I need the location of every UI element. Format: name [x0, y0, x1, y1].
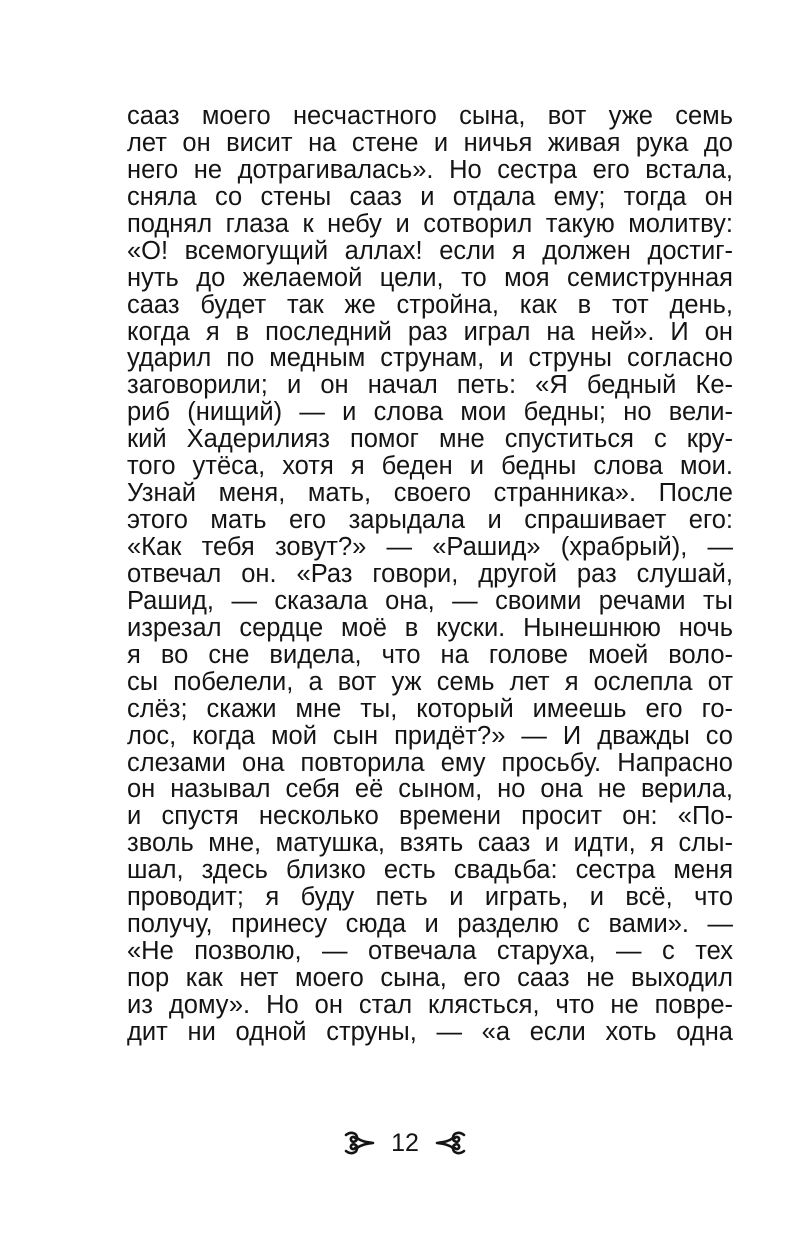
text-line: кий Хадерилияз помог мне спуститься с кру-	[127, 425, 733, 454]
text-line: лос, когда мой сын придёт?» — И дважды со	[127, 721, 733, 750]
text-line: риб (нищий) — и слова мои бедны; но вели-	[127, 398, 733, 427]
text-line: сааз будет так же стройна, как в тот день,	[127, 290, 733, 319]
text-line: «Не позволю, — отвечала старуха, — с тех	[127, 937, 733, 966]
text-line: сааз моего несчастного сына, вот уже семь	[127, 102, 733, 130]
text-line: проводит; я буду петь и играть, и всё, что	[127, 883, 733, 912]
text-line: изрезал сердце моё в куски. Нынешнюю ночь	[127, 613, 733, 642]
text-line: он называл себя её сыном, но она не верила,	[127, 775, 733, 804]
text-line: поднял глаза к небу и сотворил такую молитву:	[127, 209, 733, 238]
text-line: того утёса, хотя я беден и бедны слова мои.	[127, 452, 733, 481]
text-line: «Как тебя зовут?» — «Рашид» (храбрый), —	[127, 533, 733, 561]
text-line: Рашид, — сказала она, — своими речами ты	[127, 586, 733, 615]
text-line: зволь мне, матушка, взять сааз и идти, я слы-	[127, 829, 733, 858]
text-line: этого мать его зарыдала и спрашивает его:	[127, 506, 733, 535]
text-line: него не дотрагивалась». Но сестра его встала,	[127, 155, 733, 184]
text-line: Узнай меня, мать, своего странника». После	[127, 479, 733, 508]
text-line: пор как нет моего сына, его сааз не выходил	[127, 964, 733, 992]
text-line: «О! всемогущий аллах! если я должен достиг-	[127, 236, 733, 265]
page-footer	[0, 1125, 810, 1161]
text-line: и спустя несколько времени просит он: «По-	[127, 802, 733, 831]
text-line: слезами она повторила ему просьбу. Напрасно	[127, 748, 733, 777]
text-line: лет он висит на стене и ничья живая рука до	[127, 128, 733, 157]
text-line: дит ни одной струны, — «а если хоть одна	[127, 1017, 733, 1046]
text-line: слёз; скажи мне ты, который имеешь его го-	[127, 694, 733, 723]
body-text	[127, 103, 733, 1046]
text-line: получу, принесу сюда и разделю с вами». —	[127, 910, 733, 939]
text-line: сы побелели, а вот уж семь лет я ослепла от	[127, 667, 733, 696]
text-line: заговорили; и он начал петь: «Я бедный Ке-	[127, 371, 733, 400]
text-line: шал, здесь близко есть свадьба: сестра меня	[127, 856, 733, 885]
text-line: отвечал он. «Раз говори, другой раз слушай,	[127, 559, 733, 588]
text-line: когда я в последний раз играл на ней». И он	[127, 317, 733, 346]
page-number: 12	[391, 1129, 419, 1157]
right-flourish-icon	[433, 1129, 467, 1157]
text-line: я во сне видела, что на голове моей воло-	[127, 640, 733, 669]
text-line: сняла со стены сааз и отдала ему; тогда он	[127, 182, 733, 211]
text-line: нуть до желаемой цели, то моя семиструнная	[127, 263, 733, 292]
text-line: ударил по медным струнам, и струны согласно	[127, 344, 733, 373]
text-line: из дому». Но он стал клясться, что не повре-	[127, 990, 733, 1019]
left-flourish-icon	[343, 1129, 377, 1157]
